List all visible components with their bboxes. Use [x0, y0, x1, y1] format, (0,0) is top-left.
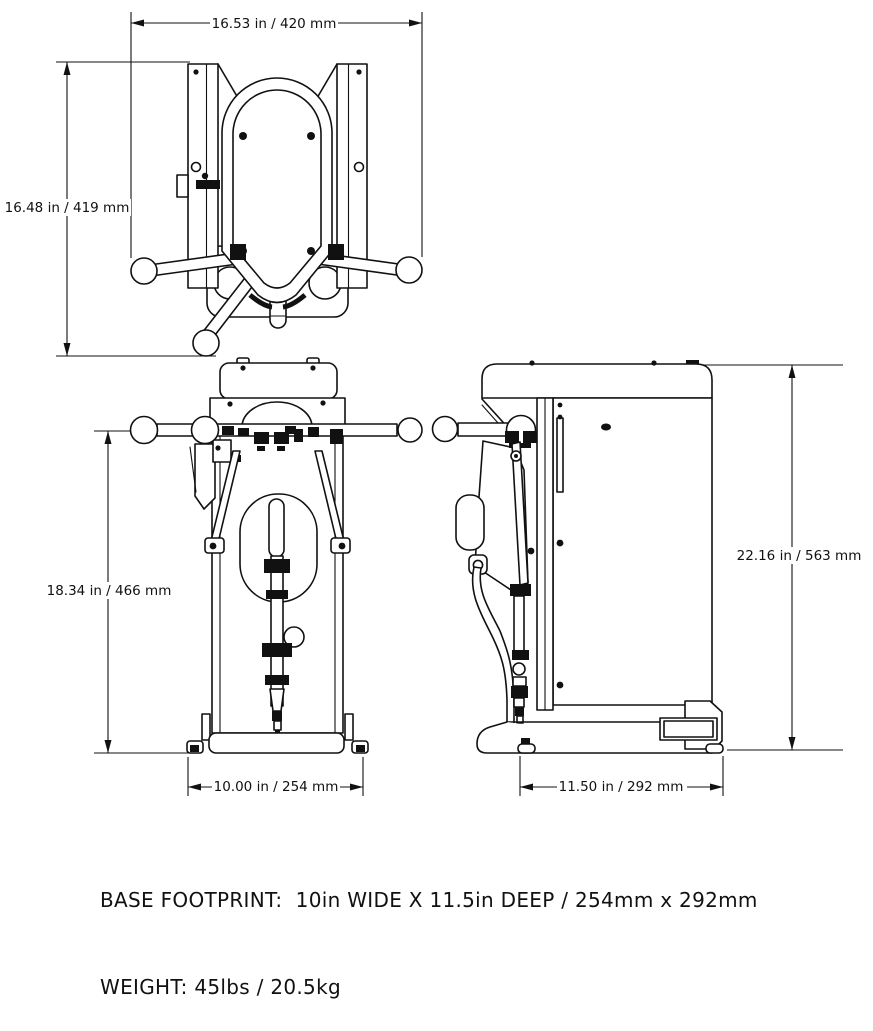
top-width-label: 16.53 in / 420 mm [211, 16, 337, 32]
side-view [433, 360, 864, 796]
base-footprint-note: BASE FOOTPRINT: 10in WIDE X 11.5in DEEP / 254mm x 292mm [100, 888, 758, 912]
handle-ball-bottom [193, 330, 219, 356]
side-view-depth-dimension [520, 756, 723, 796]
window-slot [269, 499, 284, 557]
bolt-dot [193, 69, 198, 74]
side-fitting [177, 175, 188, 197]
bottom-stub [270, 300, 286, 328]
front-width-label: 10.00 in / 254 mm [213, 779, 339, 795]
top-depth-label: 16.48 in / 419 mm [4, 200, 130, 216]
top-cap [220, 363, 337, 399]
front-view-height-dimension [45, 431, 198, 753]
handle-lever [458, 423, 508, 436]
top-view-depth-dimension [3, 62, 216, 356]
grab-handle [456, 495, 484, 550]
handle-ball-front [192, 417, 219, 444]
cover-bolt [239, 247, 247, 255]
front-height-label: 18.34 in / 466 mm [46, 583, 172, 599]
handle-ball-left [131, 417, 158, 444]
clamp-block-right [328, 244, 344, 260]
side-box [195, 444, 215, 509]
bolt-dot [356, 69, 361, 74]
side-view-height-dimension [704, 365, 863, 750]
cover-bolt [239, 132, 247, 140]
cabinet-body [553, 398, 712, 705]
cover-bolt [307, 247, 315, 255]
footer-notes [100, 828, 758, 1031]
handle-ball-right [396, 257, 422, 283]
cover-bolt [307, 132, 315, 140]
handle-ball-left [131, 258, 157, 284]
bar-bracket [213, 440, 231, 462]
front-view [45, 358, 422, 796]
weight-note: WEIGHT: 45lbs / 20.5kg [100, 975, 341, 999]
base-tray [209, 733, 344, 753]
support-arm [473, 567, 514, 726]
top-cap [482, 364, 712, 398]
side-height-label: 22.16 in / 563 mm [736, 548, 862, 564]
side-depth-label: 11.50 in / 292 mm [558, 779, 684, 795]
front-view-width-dimension [188, 757, 363, 796]
handle-ball-right [398, 418, 422, 442]
top-view [3, 12, 422, 356]
handle-ball [433, 417, 458, 442]
keyhole [601, 424, 611, 431]
